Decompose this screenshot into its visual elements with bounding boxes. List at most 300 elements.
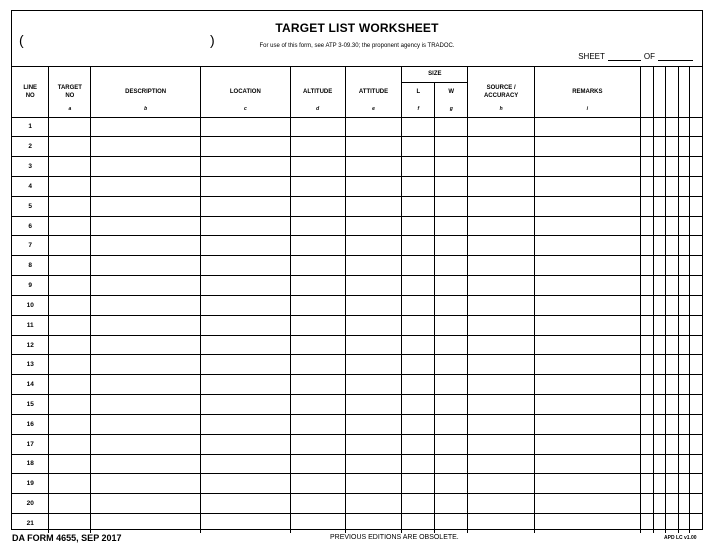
sheet-total-field[interactable] xyxy=(658,52,693,61)
remarks-cell[interactable] xyxy=(535,295,641,315)
extra-1-cell[interactable] xyxy=(640,276,653,296)
extra-4-cell[interactable] xyxy=(678,117,690,137)
target-no-cell[interactable] xyxy=(49,256,91,276)
extra-5-cell[interactable] xyxy=(690,295,702,315)
location-cell[interactable] xyxy=(200,414,290,434)
extra-3-cell[interactable] xyxy=(665,335,678,355)
extra-2-cell[interactable] xyxy=(653,474,665,494)
remarks-cell[interactable] xyxy=(535,196,641,216)
attitude-cell[interactable] xyxy=(345,315,402,335)
source-accuracy-cell[interactable] xyxy=(468,216,535,236)
target-no-cell[interactable] xyxy=(49,295,91,315)
extra-5-cell[interactable] xyxy=(690,117,702,137)
extra-1-cell[interactable] xyxy=(640,514,653,534)
source-accuracy-cell[interactable] xyxy=(468,474,535,494)
length-cell[interactable] xyxy=(402,236,435,256)
length-cell[interactable] xyxy=(402,176,435,196)
extra-1-cell[interactable] xyxy=(640,395,653,415)
source-accuracy-cell[interactable] xyxy=(468,375,535,395)
remarks-cell[interactable] xyxy=(535,157,641,177)
target-no-cell[interactable] xyxy=(49,196,91,216)
extra-1-cell[interactable] xyxy=(640,414,653,434)
target-no-cell[interactable] xyxy=(49,355,91,375)
extra-3-cell[interactable] xyxy=(665,216,678,236)
source-accuracy-cell[interactable] xyxy=(468,295,535,315)
source-accuracy-cell[interactable] xyxy=(468,434,535,454)
extra-5-cell[interactable] xyxy=(690,196,702,216)
attitude-cell[interactable] xyxy=(345,196,402,216)
altitude-cell[interactable] xyxy=(290,216,345,236)
extra-1-cell[interactable] xyxy=(640,117,653,137)
width-cell[interactable] xyxy=(435,157,468,177)
remarks-cell[interactable] xyxy=(535,256,641,276)
source-accuracy-cell[interactable] xyxy=(468,256,535,276)
extra-1-cell[interactable] xyxy=(640,256,653,276)
length-cell[interactable] xyxy=(402,196,435,216)
extra-5-cell[interactable] xyxy=(690,395,702,415)
extra-3-cell[interactable] xyxy=(665,355,678,375)
description-cell[interactable] xyxy=(91,196,201,216)
line-number: 5 xyxy=(12,196,49,216)
remarks-cell[interactable] xyxy=(535,395,641,415)
width-cell[interactable] xyxy=(435,117,468,137)
length-cell[interactable] xyxy=(402,514,435,534)
altitude-cell[interactable] xyxy=(290,355,345,375)
remarks-cell[interactable] xyxy=(535,117,641,137)
extra-4-cell[interactable] xyxy=(678,236,690,256)
extra-4-cell[interactable] xyxy=(678,434,690,454)
length-cell[interactable] xyxy=(402,315,435,335)
extra-2-cell[interactable] xyxy=(653,454,665,474)
extra-3-cell[interactable] xyxy=(665,414,678,434)
extra-4-cell[interactable] xyxy=(678,375,690,395)
altitude-cell[interactable] xyxy=(290,256,345,276)
extra-5-cell[interactable] xyxy=(690,276,702,296)
description-cell[interactable] xyxy=(91,514,201,534)
attitude-cell[interactable] xyxy=(345,157,402,177)
extra-4-cell[interactable] xyxy=(678,494,690,514)
altitude-cell[interactable] xyxy=(290,176,345,196)
attitude-cell[interactable] xyxy=(345,176,402,196)
extra-3-cell[interactable] xyxy=(665,236,678,256)
description-cell[interactable] xyxy=(91,315,201,335)
extra-1-cell[interactable] xyxy=(640,434,653,454)
attitude-cell[interactable] xyxy=(345,395,402,415)
remarks-cell[interactable] xyxy=(535,236,641,256)
description-cell[interactable] xyxy=(91,117,201,137)
width-cell[interactable] xyxy=(435,137,468,157)
width-cell[interactable] xyxy=(435,494,468,514)
width-cell[interactable] xyxy=(435,295,468,315)
description-cell[interactable] xyxy=(91,157,201,177)
extra-3-cell[interactable] xyxy=(665,117,678,137)
extra-4-cell[interactable] xyxy=(678,474,690,494)
target-no-cell[interactable] xyxy=(49,335,91,355)
altitude-cell[interactable] xyxy=(290,335,345,355)
length-cell[interactable] xyxy=(402,474,435,494)
description-cell[interactable] xyxy=(91,256,201,276)
extra-5-cell[interactable] xyxy=(690,355,702,375)
extra-4-cell[interactable] xyxy=(678,335,690,355)
extra-4-cell[interactable] xyxy=(678,414,690,434)
extra-5-cell[interactable] xyxy=(690,375,702,395)
extra-3-cell[interactable] xyxy=(665,375,678,395)
altitude-cell[interactable] xyxy=(290,494,345,514)
table-row xyxy=(12,137,702,157)
extra-1-cell[interactable] xyxy=(640,454,653,474)
extra-2-cell[interactable] xyxy=(653,494,665,514)
attitude-cell[interactable] xyxy=(345,256,402,276)
location-cell[interactable] xyxy=(200,216,290,236)
extra-5-cell[interactable] xyxy=(690,236,702,256)
remarks-cell[interactable] xyxy=(535,514,641,534)
extra-4-cell[interactable] xyxy=(678,315,690,335)
remarks-cell[interactable] xyxy=(535,176,641,196)
width-cell[interactable] xyxy=(435,276,468,296)
extra-3-cell[interactable] xyxy=(665,395,678,415)
width-cell[interactable] xyxy=(435,236,468,256)
extra-2-cell[interactable] xyxy=(653,395,665,415)
line-number: 12 xyxy=(12,335,49,355)
extra-4-cell[interactable] xyxy=(678,276,690,296)
altitude-cell[interactable] xyxy=(290,434,345,454)
attitude-cell[interactable] xyxy=(345,137,402,157)
target-no-cell[interactable] xyxy=(49,454,91,474)
description-cell[interactable] xyxy=(91,236,201,256)
target-no-cell[interactable] xyxy=(49,414,91,434)
source-accuracy-cell[interactable] xyxy=(468,157,535,177)
remarks-cell[interactable] xyxy=(535,454,641,474)
extra-2-cell[interactable] xyxy=(653,137,665,157)
extra-5-cell[interactable] xyxy=(690,137,702,157)
target-no-cell[interactable] xyxy=(49,315,91,335)
extra-5-cell[interactable] xyxy=(690,335,702,355)
extra-4-cell[interactable] xyxy=(678,157,690,177)
extra-2-cell[interactable] xyxy=(653,414,665,434)
source-accuracy-cell[interactable] xyxy=(468,494,535,514)
extra-4-cell[interactable] xyxy=(678,355,690,375)
length-cell[interactable] xyxy=(402,355,435,375)
extra-1-cell[interactable] xyxy=(640,176,653,196)
table-row xyxy=(12,236,702,256)
extra-5-cell[interactable] xyxy=(690,157,702,177)
source-accuracy-cell[interactable] xyxy=(468,276,535,296)
length-cell[interactable] xyxy=(402,414,435,434)
extra-4-cell[interactable] xyxy=(678,256,690,276)
remarks-cell[interactable] xyxy=(535,335,641,355)
extra-5-cell[interactable] xyxy=(690,216,702,236)
location-cell[interactable] xyxy=(200,375,290,395)
extra-4-cell[interactable] xyxy=(678,295,690,315)
source-accuracy-cell[interactable] xyxy=(468,514,535,534)
attitude-cell[interactable] xyxy=(345,276,402,296)
extra-5-cell[interactable] xyxy=(690,315,702,335)
location-cell[interactable] xyxy=(200,295,290,315)
extra-1-cell[interactable] xyxy=(640,236,653,256)
description-cell[interactable] xyxy=(91,295,201,315)
length-cell[interactable] xyxy=(402,117,435,137)
extra-2-cell[interactable] xyxy=(653,196,665,216)
extra-4-cell[interactable] xyxy=(678,176,690,196)
extra-1-cell[interactable] xyxy=(640,494,653,514)
source-accuracy-cell[interactable] xyxy=(468,454,535,474)
width-cell[interactable] xyxy=(435,196,468,216)
description-cell[interactable] xyxy=(91,414,201,434)
source-accuracy-cell[interactable] xyxy=(468,117,535,137)
target-no-cell[interactable] xyxy=(49,137,91,157)
target-no-cell[interactable] xyxy=(49,434,91,454)
attitude-cell[interactable] xyxy=(345,494,402,514)
attitude-cell[interactable] xyxy=(345,375,402,395)
source-accuracy-cell[interactable] xyxy=(468,355,535,375)
altitude-cell[interactable] xyxy=(290,414,345,434)
width-cell[interactable] xyxy=(435,395,468,415)
length-cell[interactable] xyxy=(402,494,435,514)
length-cell[interactable] xyxy=(402,375,435,395)
extra-2-cell[interactable] xyxy=(653,117,665,137)
location-cell[interactable] xyxy=(200,355,290,375)
location-cell[interactable] xyxy=(200,117,290,137)
target-no-cell[interactable] xyxy=(49,117,91,137)
altitude-cell[interactable] xyxy=(290,137,345,157)
extra-4-cell[interactable] xyxy=(678,196,690,216)
attitude-cell[interactable] xyxy=(345,216,402,236)
extra-1-cell[interactable] xyxy=(640,137,653,157)
altitude-cell[interactable] xyxy=(290,375,345,395)
extra-3-cell[interactable] xyxy=(665,276,678,296)
remarks-cell[interactable] xyxy=(535,216,641,236)
width-cell[interactable] xyxy=(435,474,468,494)
length-cell[interactable] xyxy=(402,157,435,177)
remarks-cell[interactable] xyxy=(535,375,641,395)
extra-2-cell[interactable] xyxy=(653,216,665,236)
source-accuracy-cell[interactable] xyxy=(468,414,535,434)
description-cell[interactable] xyxy=(91,454,201,474)
width-cell[interactable] xyxy=(435,355,468,375)
location-cell[interactable] xyxy=(200,315,290,335)
attitude-cell[interactable] xyxy=(345,335,402,355)
extra-1-cell[interactable] xyxy=(640,375,653,395)
length-cell[interactable] xyxy=(402,216,435,236)
extra-5-cell[interactable] xyxy=(690,514,702,534)
extra-3-cell[interactable] xyxy=(665,295,678,315)
extra-2-cell[interactable] xyxy=(653,157,665,177)
location-cell[interactable] xyxy=(200,157,290,177)
altitude-cell[interactable] xyxy=(290,474,345,494)
sheet-number-field[interactable] xyxy=(608,52,641,61)
location-cell[interactable] xyxy=(200,474,290,494)
extra-2-cell[interactable] xyxy=(653,375,665,395)
extra-5-cell[interactable] xyxy=(690,474,702,494)
source-accuracy-cell[interactable] xyxy=(468,176,535,196)
extra-2-cell[interactable] xyxy=(653,315,665,335)
attitude-cell[interactable] xyxy=(345,434,402,454)
extra-2-cell[interactable] xyxy=(653,176,665,196)
remarks-cell[interactable] xyxy=(535,414,641,434)
attitude-cell[interactable] xyxy=(345,236,402,256)
attitude-cell[interactable] xyxy=(345,414,402,434)
extra-2-cell[interactable] xyxy=(653,514,665,534)
remarks-cell[interactable] xyxy=(535,137,641,157)
length-cell[interactable] xyxy=(402,335,435,355)
extra-3-cell[interactable] xyxy=(665,454,678,474)
description-cell[interactable] xyxy=(91,375,201,395)
width-cell[interactable] xyxy=(435,315,468,335)
target-no-cell[interactable] xyxy=(49,176,91,196)
remarks-cell[interactable] xyxy=(535,474,641,494)
width-cell[interactable] xyxy=(435,414,468,434)
location-cell[interactable] xyxy=(200,256,290,276)
extra-5-cell[interactable] xyxy=(690,494,702,514)
extra-4-cell[interactable] xyxy=(678,395,690,415)
description-cell[interactable] xyxy=(91,176,201,196)
altitude-cell[interactable] xyxy=(290,157,345,177)
extra-4-cell[interactable] xyxy=(678,137,690,157)
length-cell[interactable] xyxy=(402,276,435,296)
description-cell[interactable] xyxy=(91,137,201,157)
source-accuracy-cell[interactable] xyxy=(468,196,535,216)
width-cell[interactable] xyxy=(435,335,468,355)
location-cell[interactable] xyxy=(200,276,290,296)
source-accuracy-cell[interactable] xyxy=(468,137,535,157)
target-no-cell[interactable] xyxy=(49,236,91,256)
width-cell[interactable] xyxy=(435,256,468,276)
location-cell[interactable] xyxy=(200,454,290,474)
extra-3-cell[interactable] xyxy=(665,474,678,494)
location-cell[interactable] xyxy=(200,434,290,454)
extra-2-cell[interactable] xyxy=(653,236,665,256)
remarks-cell[interactable] xyxy=(535,315,641,335)
location-cell[interactable] xyxy=(200,176,290,196)
extra-5-cell[interactable] xyxy=(690,414,702,434)
source-accuracy-cell[interactable] xyxy=(468,335,535,355)
target-no-cell[interactable] xyxy=(49,474,91,494)
extra-3-cell[interactable] xyxy=(665,157,678,177)
altitude-cell[interactable] xyxy=(290,295,345,315)
location-cell[interactable] xyxy=(200,236,290,256)
length-cell[interactable] xyxy=(402,295,435,315)
width-cell[interactable] xyxy=(435,514,468,534)
length-cell[interactable] xyxy=(402,256,435,276)
description-cell[interactable] xyxy=(91,276,201,296)
extra-1-cell[interactable] xyxy=(640,355,653,375)
location-cell[interactable] xyxy=(200,514,290,534)
extra-3-cell[interactable] xyxy=(665,256,678,276)
extra-3-cell[interactable] xyxy=(665,494,678,514)
description-cell[interactable] xyxy=(91,335,201,355)
length-cell[interactable] xyxy=(402,434,435,454)
attitude-cell[interactable] xyxy=(345,295,402,315)
extra-4-cell[interactable] xyxy=(678,514,690,534)
remarks-cell[interactable] xyxy=(535,434,641,454)
width-cell[interactable] xyxy=(435,216,468,236)
target-no-cell[interactable] xyxy=(49,157,91,177)
extra-1-cell[interactable] xyxy=(640,315,653,335)
source-accuracy-cell[interactable] xyxy=(468,395,535,415)
extra-2-cell[interactable] xyxy=(653,276,665,296)
description-cell[interactable] xyxy=(91,474,201,494)
source-accuracy-cell[interactable] xyxy=(468,236,535,256)
length-cell[interactable] xyxy=(402,137,435,157)
extra-3-cell[interactable] xyxy=(665,196,678,216)
extra-3-cell[interactable] xyxy=(665,315,678,335)
description-cell[interactable] xyxy=(91,395,201,415)
width-cell[interactable] xyxy=(435,454,468,474)
width-cell[interactable] xyxy=(435,375,468,395)
extra-3-cell[interactable] xyxy=(665,434,678,454)
extra-2-cell[interactable] xyxy=(653,256,665,276)
extra-4-cell[interactable] xyxy=(678,216,690,236)
extra-5-cell[interactable] xyxy=(690,256,702,276)
extra-3-cell[interactable] xyxy=(665,176,678,196)
width-cell[interactable] xyxy=(435,434,468,454)
attitude-cell[interactable] xyxy=(345,454,402,474)
description-cell[interactable] xyxy=(91,434,201,454)
extra-1-cell[interactable] xyxy=(640,157,653,177)
altitude-cell[interactable] xyxy=(290,236,345,256)
location-cell[interactable] xyxy=(200,137,290,157)
description-cell[interactable] xyxy=(91,355,201,375)
location-cell[interactable] xyxy=(200,335,290,355)
extra-4-cell[interactable] xyxy=(678,454,690,474)
altitude-cell[interactable] xyxy=(290,395,345,415)
extra-1-cell[interactable] xyxy=(640,335,653,355)
extra-1-cell[interactable] xyxy=(640,216,653,236)
attitude-cell[interactable] xyxy=(345,355,402,375)
extra-1-cell[interactable] xyxy=(640,295,653,315)
target-no-cell[interactable] xyxy=(49,276,91,296)
description-cell[interactable] xyxy=(91,216,201,236)
altitude-cell[interactable] xyxy=(290,276,345,296)
target-no-cell[interactable] xyxy=(49,216,91,236)
target-no-cell[interactable] xyxy=(49,494,91,514)
extra-2-cell[interactable] xyxy=(653,355,665,375)
attitude-cell[interactable] xyxy=(345,117,402,137)
width-cell[interactable] xyxy=(435,176,468,196)
extra-2-cell[interactable] xyxy=(653,434,665,454)
location-cell[interactable] xyxy=(200,395,290,415)
length-cell[interactable] xyxy=(402,395,435,415)
altitude-cell[interactable] xyxy=(290,117,345,137)
extra-3-cell[interactable] xyxy=(665,514,678,534)
extra-5-cell[interactable] xyxy=(690,434,702,454)
remarks-cell[interactable] xyxy=(535,355,641,375)
extra-2-cell[interactable] xyxy=(653,335,665,355)
altitude-cell[interactable] xyxy=(290,514,345,534)
altitude-cell[interactable] xyxy=(290,196,345,216)
remarks-cell[interactable] xyxy=(535,276,641,296)
remarks-cell[interactable] xyxy=(535,494,641,514)
altitude-cell[interactable] xyxy=(290,454,345,474)
attitude-cell[interactable] xyxy=(345,474,402,494)
target-no-cell[interactable] xyxy=(49,514,91,534)
length-cell[interactable] xyxy=(402,454,435,474)
extra-1-cell[interactable] xyxy=(640,196,653,216)
target-no-cell[interactable] xyxy=(49,375,91,395)
source-accuracy-cell[interactable] xyxy=(468,315,535,335)
description-cell[interactable] xyxy=(91,494,201,514)
extra-3-cell[interactable] xyxy=(665,137,678,157)
extra-5-cell[interactable] xyxy=(690,454,702,474)
extra-2-cell[interactable] xyxy=(653,295,665,315)
target-no-cell[interactable] xyxy=(49,395,91,415)
extra-1-cell[interactable] xyxy=(640,474,653,494)
altitude-cell[interactable] xyxy=(290,315,345,335)
location-cell[interactable] xyxy=(200,494,290,514)
location-cell[interactable] xyxy=(200,196,290,216)
attitude-cell[interactable] xyxy=(345,514,402,534)
extra-5-cell[interactable] xyxy=(690,176,702,196)
